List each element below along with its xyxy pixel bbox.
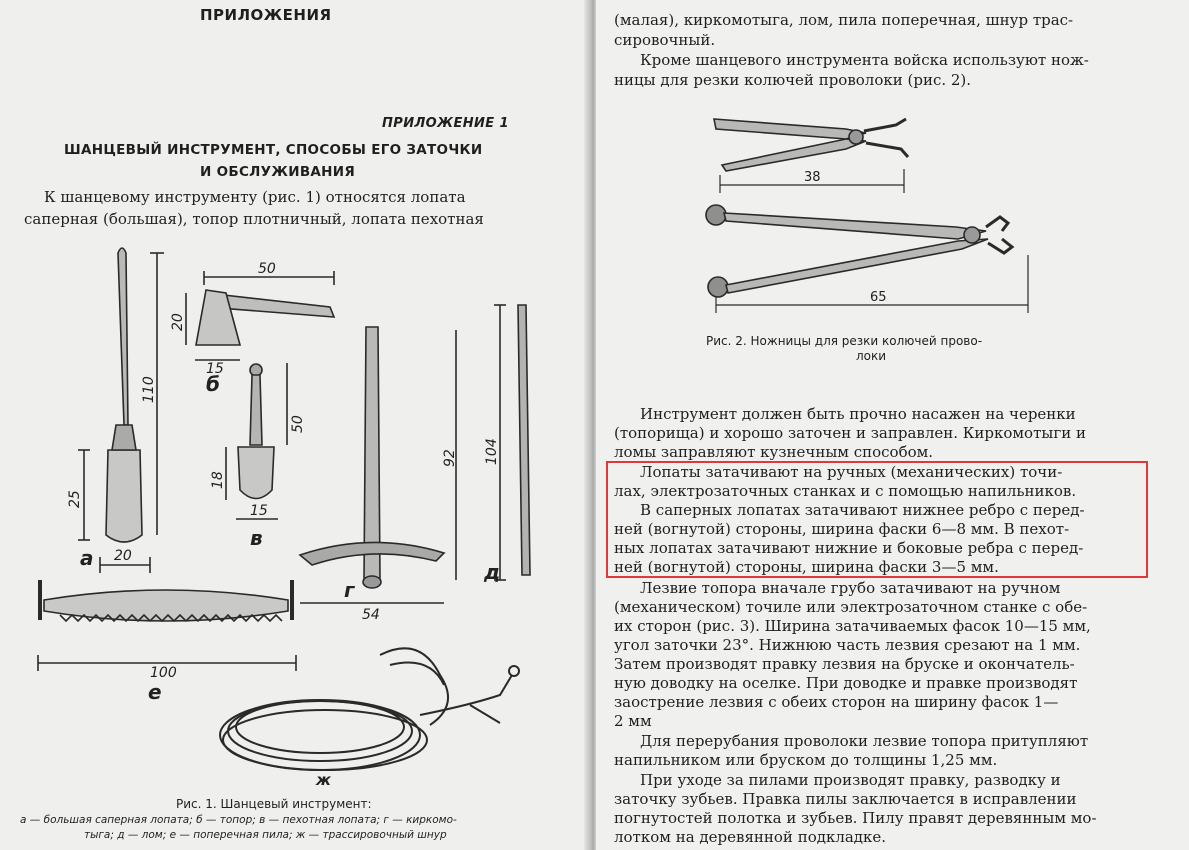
figure-2-wire-cutters — [696, 105, 1156, 335]
figure-1-caption-line-2: тыга; д — лом; е — поперечная пила; ж — трассировочный шнур — [84, 829, 447, 841]
pick-mattock-drawing — [300, 327, 456, 603]
para1-line-2: (топорища) и хорошо заточен и заправлен. Киркомотыги и — [614, 424, 1086, 442]
appendix-label: ПРИЛОЖЕНИЕ 1 — [382, 116, 509, 131]
highlight-line-4: ней (вогнутой) стороны, ширина фаски 6—8 мм. В пехот- — [614, 520, 1070, 538]
highlight-line-5: ных лопатах затачивают нижние и боковые ребра с перед- — [614, 539, 1084, 557]
dim-crowbar-height: 104 — [484, 438, 500, 465]
dim-small-shovel-height: 50 — [290, 415, 306, 433]
dim-small-cutters: 38 — [804, 170, 821, 185]
dim-shovel-width: 20 — [114, 548, 132, 564]
label-e: е — [148, 680, 162, 704]
figure-1-caption-line-1: а — большая саперная лопата; б — топор; в — пехотная лопата; г — киркомо- — [20, 814, 457, 826]
right-top-line-2: сировочный. — [614, 31, 716, 49]
dim-axe-head: 20 — [170, 313, 186, 331]
para3-line-3: их сторон (рис. 3). Ширина затачиваемых фасок 10—15 мм, — [614, 617, 1091, 635]
highlight-line-3: В саперных лопатах затачивают нижнее ребро с перед- — [640, 501, 1085, 519]
highlight-line-1: Лопаты затачивают на ручных (механических) точи- — [640, 463, 1063, 481]
para5-line-4: лотком на деревянной подкладке. — [614, 828, 887, 846]
highlight-line-6: ней (вогнутой) стороны, ширина фаски 3—5 мм. — [614, 558, 999, 576]
dim-pick-width: 54 — [362, 607, 380, 623]
dim-small-shovel-width: 15 — [250, 503, 268, 519]
large-cutters-drawing — [706, 205, 1012, 297]
small-cutters-drawing — [714, 119, 908, 171]
label-a: а — [80, 546, 94, 570]
figure-1-tools — [0, 235, 580, 795]
dim-axe-length: 50 — [258, 261, 276, 277]
dim-shovel-blade: 25 — [67, 490, 83, 508]
dim-shovel-height: 110 — [141, 376, 157, 403]
highlight-line-2: лах, электрозаточных станках и с помощью напильников. — [614, 482, 1077, 500]
axe-drawing — [186, 271, 334, 360]
tracing-cord-drawing — [220, 648, 519, 770]
para1-line-3: ломы заправляют кузнечным способом. — [614, 443, 934, 461]
intro-line-2: саперная (большая), топор плотничный, лопата пехотная — [24, 210, 484, 228]
para3-line-2: (механическом) точиле или электрозаточном станке с обе- — [614, 598, 1088, 616]
right-top-line-3: Кроме шанцевого инструмента войска используют нож- — [640, 51, 1089, 69]
para1-line-1: Инструмент должен быть прочно насажен на черенки — [640, 405, 1076, 423]
para3-line-4: угол заточки 23°. Нижнюю часть лезвия срезают на 1 мм. — [614, 636, 1081, 654]
crosscut-saw-drawing — [38, 580, 296, 671]
dim-large-cutters: 65 — [870, 290, 887, 305]
dim-axe-blade: 15 — [206, 361, 224, 377]
right-top-line-1: (малая), киркомотыга, лом, пила поперечная, шнур трас- — [614, 11, 1074, 29]
left-page — [0, 0, 590, 850]
figure-2-caption-line-2: локи — [856, 349, 887, 363]
figure-1-caption-title: Рис. 1. Шанцевый инструмент: — [176, 797, 372, 811]
para3-line-8: 2 мм — [614, 712, 652, 730]
label-g: г — [344, 578, 355, 602]
intro-line-1: К шанцевому инструменту (рис. 1) относятся лопата — [44, 188, 466, 206]
label-zh: ж — [316, 771, 331, 789]
label-d: д — [484, 560, 501, 584]
dim-saw-length: 100 — [150, 665, 177, 681]
figure-2-caption-line-1: Рис. 2. Ножницы для резки колючей прово- — [706, 334, 983, 348]
label-b: б — [206, 372, 220, 396]
dim-small-shovel-blade: 18 — [210, 471, 226, 489]
para3-line-6: ную доводку на оселке. При доводке и правке производят — [614, 674, 1078, 692]
dim-pick-height: 92 — [442, 449, 458, 467]
label-v: в — [250, 526, 263, 550]
para3-line-5: Затем производят правку лезвия на бруске и окончатель- — [614, 655, 1075, 673]
right-page — [596, 0, 1189, 850]
para3-line-1: Лезвие топора вначале грубо затачивают на ручном — [640, 579, 1061, 597]
sapper-shovel-drawing — [78, 248, 164, 573]
para4-line-2: напильником или бруском до толщины 1,25 мм. — [614, 751, 998, 769]
page-header: ПРИЛОЖЕНИЯ — [200, 6, 332, 24]
para5-line-1: При уходе за пилами производят правку, разводку и — [640, 771, 1061, 789]
infantry-shovel-drawing — [226, 363, 287, 519]
highlight-box — [606, 461, 1148, 578]
appendix-title-line-1: ШАНЦЕВЫЙ ИНСТРУМЕНТ, СПОСОБЫ ЕГО ЗАТОЧКИ — [64, 142, 483, 158]
appendix-title-line-2: И ОБСЛУЖИВАНИЯ — [200, 164, 356, 180]
para5-line-2: заточку зубьев. Правка пилы заключается в исправлении — [614, 790, 1077, 808]
para3-line-7: заострение лезвия с обеих сторон на ширину фасок 1— — [614, 693, 1059, 711]
right-top-line-4: ницы для резки колючей проволоки (рис. 2). — [614, 71, 972, 89]
para5-line-3: погнутостей полотка и зубьев. Пилу правят деревянным мо- — [614, 809, 1097, 827]
para4-line-1: Для перерубания проволоки лезвие топора притупляют — [640, 732, 1089, 750]
